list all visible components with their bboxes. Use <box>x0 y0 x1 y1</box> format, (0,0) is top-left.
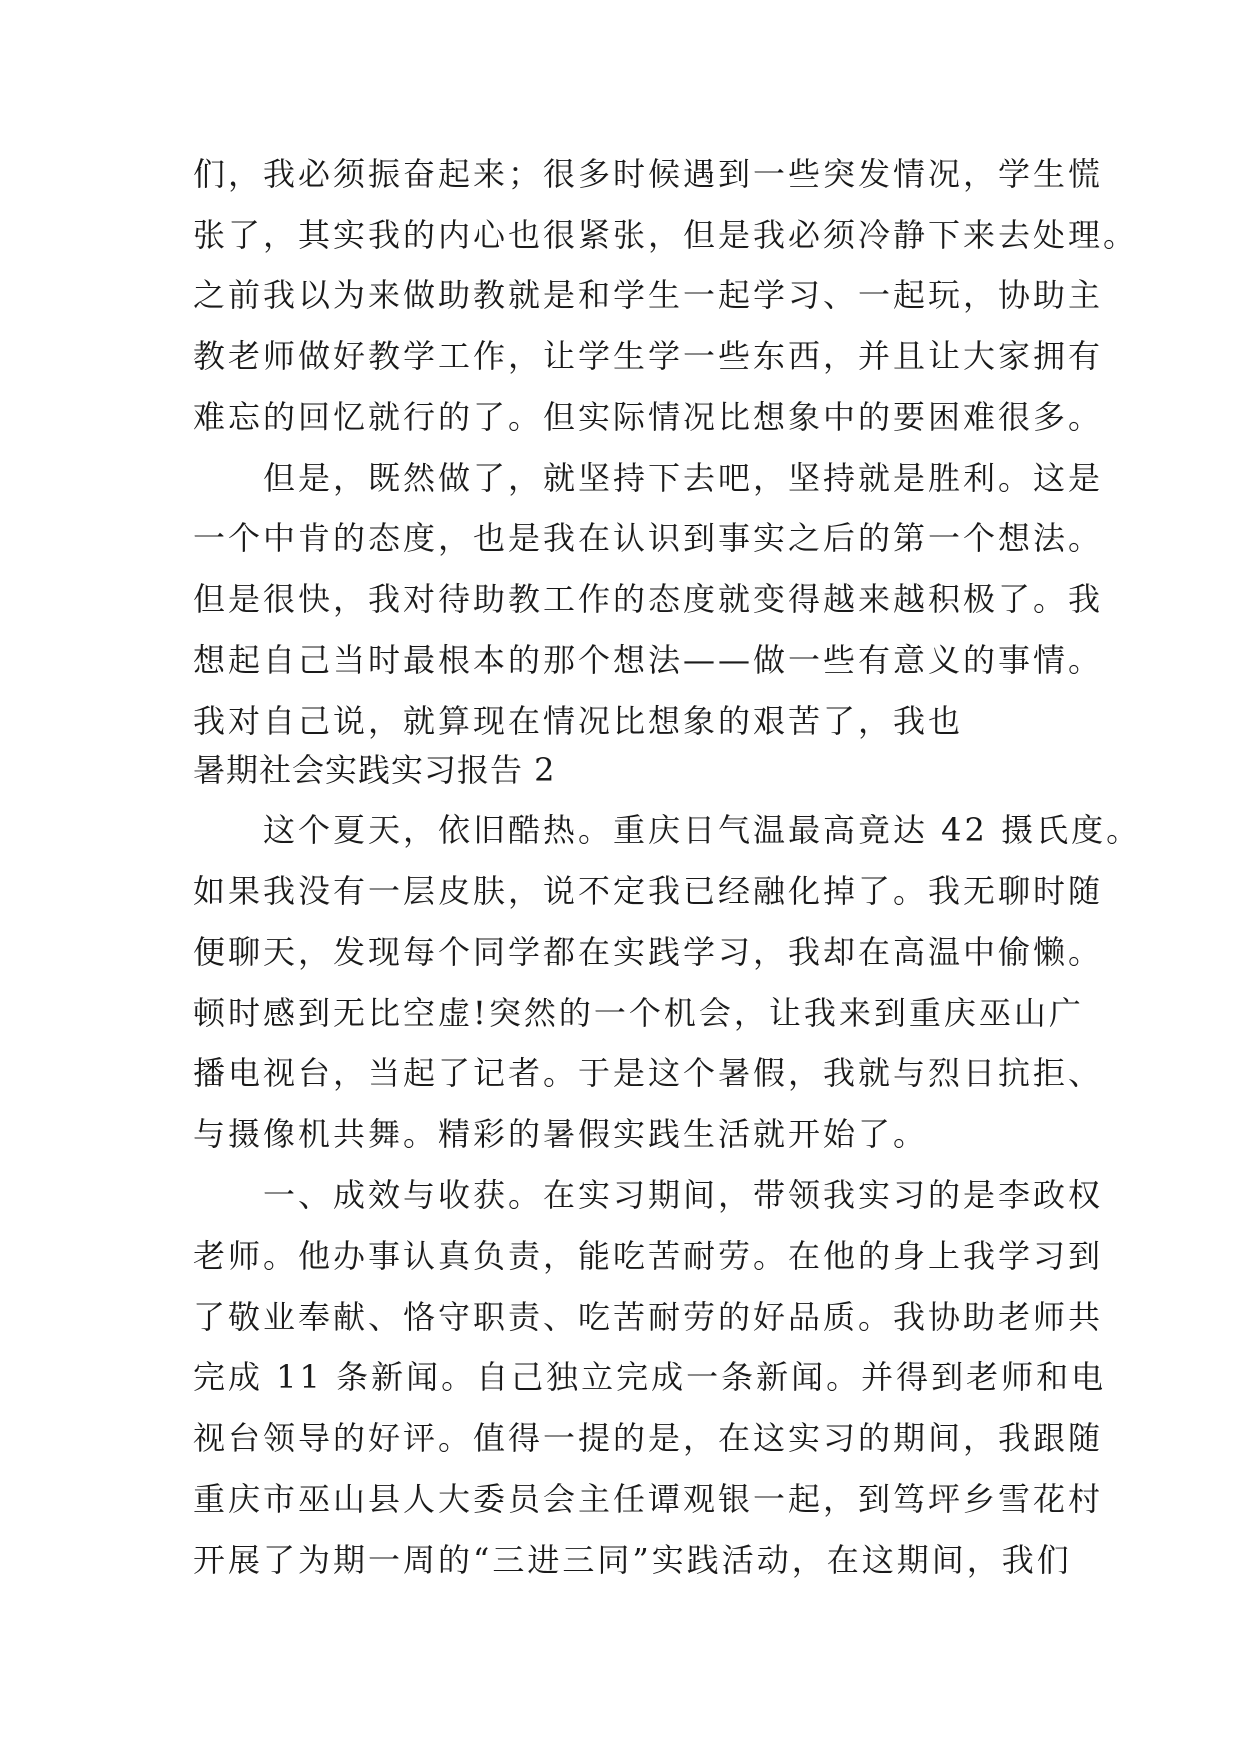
text-line: 了敬业奉献、恪守职责、吃苦耐劳的好品质。我协助老师共 <box>193 1298 1104 1336</box>
text-line: 张了，其实我的内心也很紧张，但是我必须冷静下来去处理。 <box>193 216 1139 254</box>
text-line: 如果我没有一层皮肤，说不定我已经融化掉了。我无聊时随 <box>193 872 1104 910</box>
text-line: 视台领导的好评。值得一提的是，在这实习的期间，我跟随 <box>193 1419 1104 1457</box>
text-line: 教老师做好教学工作，让学生学一些东西，并且让大家拥有 <box>193 337 1104 375</box>
text-line: 们，我必须振奋起来；很多时候遇到一些突发情况，学生慌 <box>193 155 1104 193</box>
text-line: 完成 11 条新闻。自己独立完成一条新闻。并得到老师和电 <box>193 1358 1107 1396</box>
text-line: 开展了为期一周的“三进三同”实践活动，在这期间，我们 <box>193 1541 1072 1579</box>
section-heading: 暑期社会实践实习报告 2 <box>193 751 556 789</box>
text-line: 播电视台，当起了记者。于是这个暑假，我就与烈日抗拒、 <box>193 1054 1104 1092</box>
text-line: 老师。他办事认真负责，能吃苦耐劳。在他的身上我学习到 <box>193 1237 1104 1275</box>
text-line: 但是很快，我对待助教工作的态度就变得越来越积极了。我 <box>193 580 1104 618</box>
text-line: 便聊天，发现每个同学都在实践学习，我却在高温中偷懒。 <box>193 933 1104 971</box>
text-line: 一、成效与收获。在实习期间，带领我实习的是李政权 <box>193 1176 1104 1214</box>
text-line: 这个夏天，依旧酷热。重庆日气温最高竟达 42 摄氏度。 <box>193 811 1142 849</box>
text-line: 想起自己当时最根本的那个想法——做一些有意义的事情。 <box>193 641 1104 679</box>
text-line: 但是，既然做了，就坚持下去吧，坚持就是胜利。这是 <box>193 459 1104 497</box>
text-line: 我对自己说，就算现在情况比想象的艰苦了，我也 <box>193 702 964 740</box>
text-line: 顿时感到无比空虚!突然的一个机会，让我来到重庆巫山广 <box>193 994 1084 1032</box>
text-line: 难忘的回忆就行的了。但实际情况比想象中的要困难很多。 <box>193 398 1104 436</box>
text-line: 与摄像机共舞。精彩的暑假实践生活就开始了。 <box>193 1115 929 1153</box>
text-line: 之前我以为来做助教就是和学生一起学习、一起玩，协助主 <box>193 276 1104 314</box>
text-line: 一个中肯的态度，也是我在认识到事实之后的第一个想法。 <box>193 519 1104 557</box>
text-line: 重庆市巫山县人大委员会主任谭观银一起，到笃坪乡雪花村 <box>193 1480 1104 1518</box>
